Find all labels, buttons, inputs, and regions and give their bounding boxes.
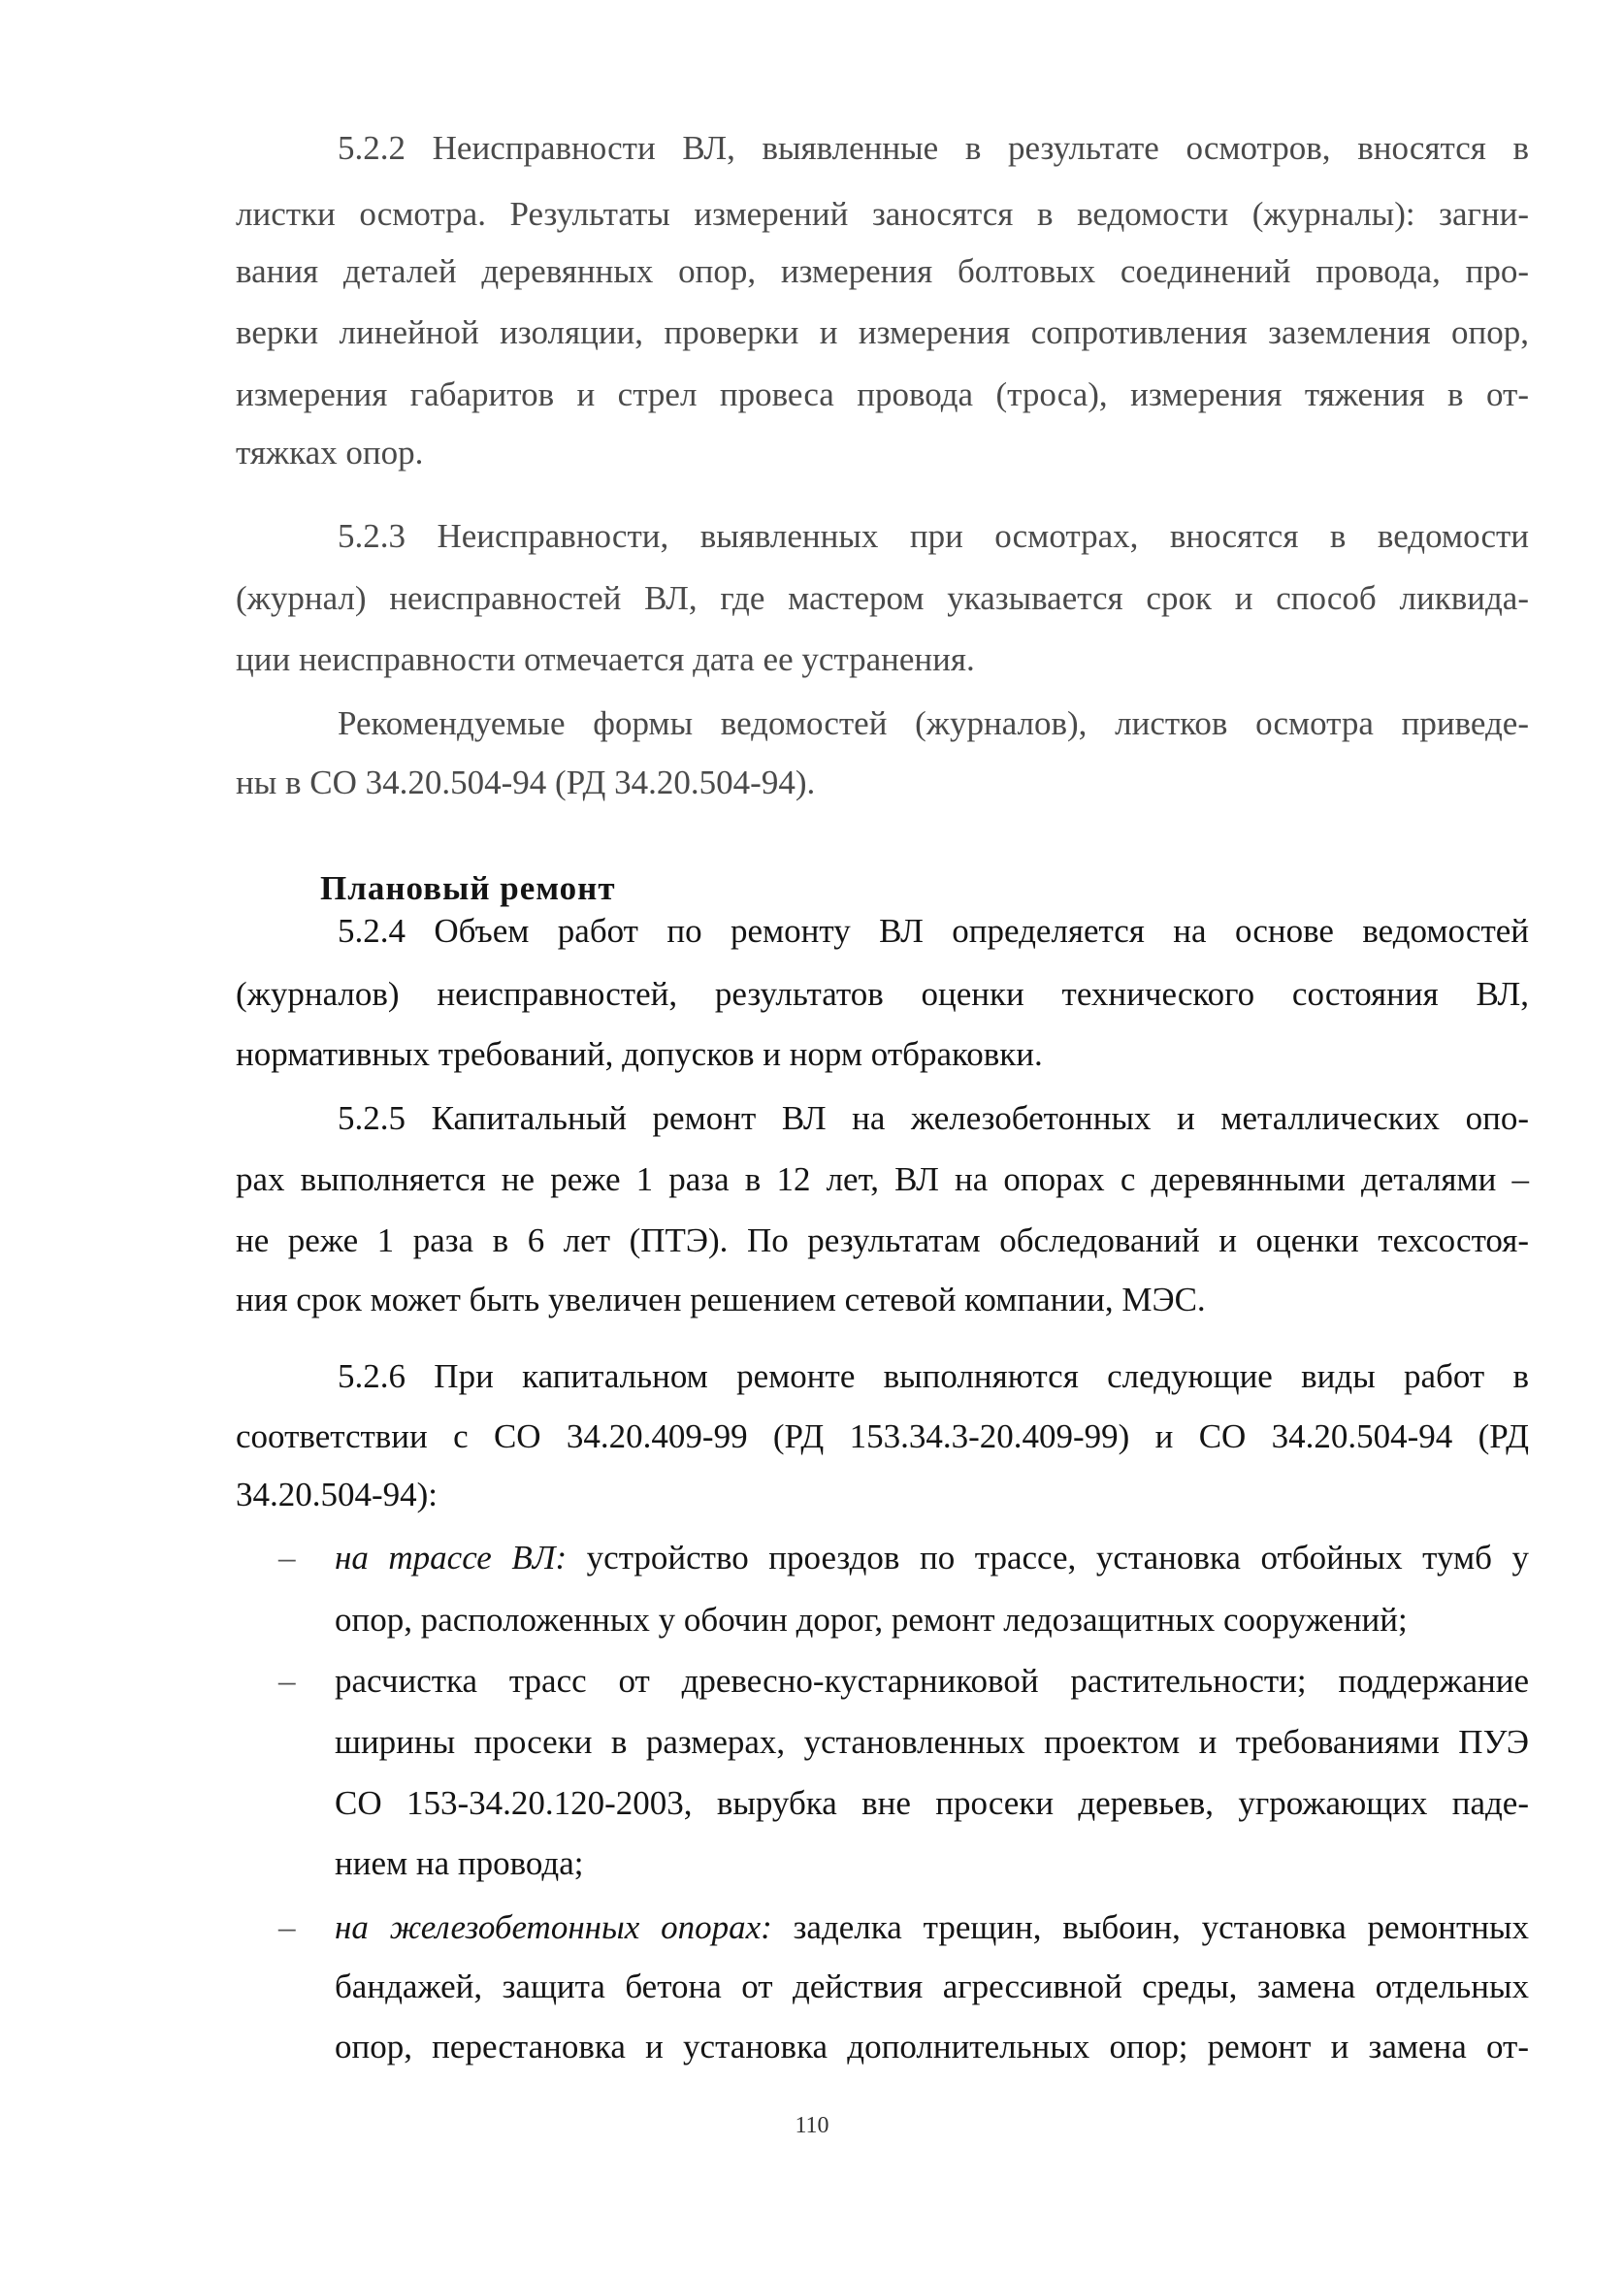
p524-line-1: 5.2.4 Объем работ по ремонту ВЛ определяется на основе ведомостей [338,912,1529,950]
bullet2-line-3: СО 153-34.20.120-2003, вырубка вне просеки деревьев, угрожающих паде- [335,1784,1529,1822]
page-number: 110 [795,2113,829,2138]
p523-line-1: 5.2.3 Неисправности, выявленных при осмотрах, вносятся в ведомости [338,517,1529,555]
p526-line-2: соответствии с СО 34.20.409-99 (РД 153.34.3-20.409-99) и СО 34.20.504-94 (РД [236,1417,1529,1455]
bullet3-line-1 [335,1905,1529,1950]
bullet-dash-3: – [278,1908,296,1946]
p525-line-3: не реже 1 раза в 6 лет (ПТЭ). По результатам обследований и оценки техсостоя- [236,1221,1529,1259]
p522-line-3: вания деталей деревянных опор, измерения болтовых соединений провода, про- [236,252,1529,290]
bullet3-rest: заделка трещин, выбоин, установка ремонтных [771,1908,1530,1946]
bullet3-line-3: опор, перестановка и установка дополнительных опор; ремонт и замена от- [335,2028,1529,2065]
p522-line-2: листки осмотра. Результаты измерений заносятся в ведомости (журналы): загни- [236,195,1529,233]
bullet1-lead: на трассе ВЛ: [335,1539,568,1577]
bullet-dash-2: – [278,1662,296,1700]
bullet1-line-2: опор, расположенных у обочин дорог, ремонт ледозащитных сооружений; [335,1601,1408,1639]
bullet2-line-4: нием на провода; [335,1844,584,1882]
p523-line-3: ции неисправности отмечается дата ее устранения. [236,640,975,678]
prec-line-2: ны в СО 34.20.504-94 (РД 34.20.504-94). [236,764,816,801]
p522-line-5: измерения габаритов и стрел провеса провода (троса), измерения тяжения в от- [236,375,1529,413]
bullet2-line-1: расчистка трасс от древесно-кустарниковой растительности; поддержание [335,1662,1529,1700]
p526-line-3: 34.20.504-94): [236,1476,438,1513]
p525-line-4: ния срок может быть увеличен решением сетевой компании, МЭС. [236,1281,1206,1318]
p525-line-1: 5.2.5 Капитальный ремонт ВЛ на железобетонных и металлических опо- [338,1099,1529,1137]
bullet2-line-2: ширины просеки в размерах, установленных проектом и требованиями ПУЭ [335,1723,1529,1761]
section-heading: Плановый ремонт [320,869,616,907]
p522-line-6: тяжках опор. [236,434,424,471]
p524-line-3: нормативных требований, допусков и норм отбраковки. [236,1035,1043,1073]
bullet1-rest: устройство проездов по трассе, установка отбойных тумб у [567,1539,1529,1577]
p522-line-1: 5.2.2 Неисправности ВЛ, выявленные в результате осмотров, вносятся в [338,129,1529,167]
bullet-dash-1: – [278,1539,296,1577]
p526-line-1: 5.2.6 При капитальном ремонте выполняются следующие виды работ в [338,1357,1529,1395]
bullet1-line-1 [335,1536,1529,1580]
prec-line-1: Рекомендуемые формы ведомостей (журналов), листков осмотра приведе- [338,704,1529,742]
bullet3-lead: на железобетонных опорах: [335,1908,772,1946]
p523-line-2: (журнал) неисправностей ВЛ, где мастером указывается срок и способ ликвида- [236,579,1529,617]
bullet3-line-2: бандажей, защита бетона от действия агрессивной среды, замена отдельных [335,1967,1529,2005]
p525-line-2: рах выполняется не реже 1 раза в 12 лет, ВЛ на опорах с деревянными деталями – [236,1160,1529,1198]
p522-line-4: верки линейной изоляции, проверки и измерения сопротивления заземления опор, [236,313,1529,351]
p524-line-2: (журналов) неисправностей, результатов оценки технического состояния ВЛ, [236,975,1529,1013]
